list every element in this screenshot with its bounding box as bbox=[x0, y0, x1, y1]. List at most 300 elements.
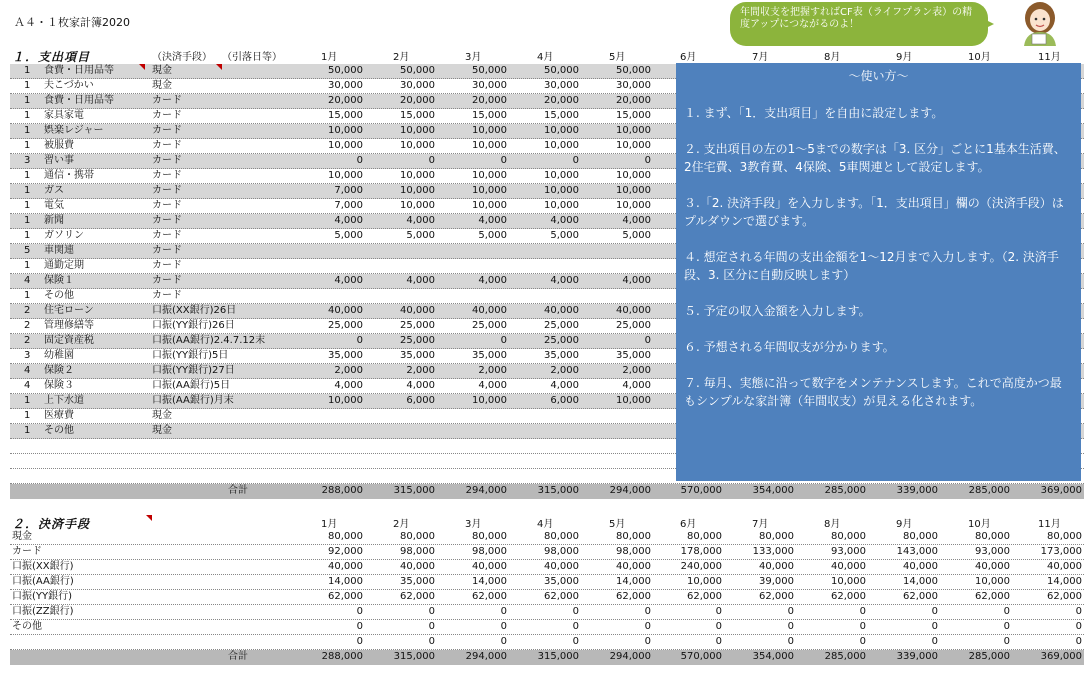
amount-cell[interactable]: 14,000 bbox=[903, 576, 938, 587]
amount-cell[interactable]: 80,000 bbox=[831, 531, 866, 542]
amount-cell[interactable] bbox=[371, 289, 435, 303]
amount-cell[interactable] bbox=[443, 244, 507, 258]
payment-method[interactable]: カード bbox=[152, 140, 182, 151]
amount-cell[interactable]: 2,000 bbox=[334, 365, 363, 376]
category-code[interactable]: 1 bbox=[24, 200, 31, 211]
expense-name[interactable]: 新聞 bbox=[44, 215, 64, 226]
amount-cell[interactable]: 15,000 bbox=[544, 110, 579, 121]
amount-cell[interactable]: 62,000 bbox=[687, 591, 722, 602]
amount-cell[interactable]: 39,000 bbox=[759, 576, 794, 587]
amount-cell[interactable]: 0 bbox=[428, 636, 435, 647]
amount-cell[interactable]: 4,000 bbox=[478, 275, 507, 286]
amount-cell[interactable]: 4,000 bbox=[478, 380, 507, 391]
amount-cell[interactable]: 30,000 bbox=[472, 80, 507, 91]
category-code[interactable]: 2 bbox=[24, 320, 31, 331]
payment-row[interactable] bbox=[10, 560, 1084, 575]
amount-cell[interactable]: 10,000 bbox=[472, 170, 507, 181]
amount-cell[interactable]: 62,000 bbox=[903, 591, 938, 602]
category-code[interactable]: 1 bbox=[24, 395, 31, 406]
payment-method[interactable]: カード bbox=[152, 125, 182, 136]
amount-cell[interactable] bbox=[587, 244, 651, 258]
category-code[interactable]: 1 bbox=[24, 65, 31, 76]
amount-cell[interactable]: 10,000 bbox=[616, 200, 651, 211]
amount-cell[interactable]: 35,000 bbox=[400, 576, 435, 587]
payment-row[interactable] bbox=[10, 590, 1084, 605]
amount-cell[interactable] bbox=[515, 424, 579, 438]
amount-cell[interactable]: 62,000 bbox=[328, 591, 363, 602]
amount-cell[interactable] bbox=[515, 244, 579, 258]
amount-cell[interactable]: 4,000 bbox=[622, 275, 651, 286]
payment-method[interactable]: 口振(YY銀行)26日 bbox=[152, 320, 235, 331]
amount-cell[interactable]: 0 bbox=[500, 155, 507, 166]
amount-cell[interactable] bbox=[371, 259, 435, 273]
payment-method[interactable]: カード bbox=[152, 170, 182, 181]
amount-cell[interactable]: 0 bbox=[859, 621, 866, 632]
amount-cell[interactable] bbox=[299, 289, 363, 303]
payment-row[interactable] bbox=[10, 575, 1084, 590]
amount-cell[interactable]: 62,000 bbox=[472, 591, 507, 602]
amount-cell[interactable] bbox=[299, 259, 363, 273]
expense-name[interactable]: 食費・日用品等 bbox=[44, 95, 114, 106]
amount-cell[interactable]: 40,000 bbox=[616, 305, 651, 316]
amount-cell[interactable]: 133,000 bbox=[752, 546, 794, 557]
amount-cell[interactable]: 10,000 bbox=[328, 170, 363, 181]
amount-cell[interactable]: 62,000 bbox=[831, 591, 866, 602]
amount-cell[interactable]: 14,000 bbox=[1047, 576, 1082, 587]
amount-cell[interactable]: 10,000 bbox=[616, 125, 651, 136]
amount-cell[interactable]: 5,000 bbox=[478, 230, 507, 241]
amount-cell[interactable]: 10,000 bbox=[544, 125, 579, 136]
category-code[interactable]: 1 bbox=[24, 125, 31, 136]
category-code[interactable]: 1 bbox=[24, 290, 31, 301]
amount-cell[interactable]: 6,000 bbox=[550, 395, 579, 406]
payment-row[interactable] bbox=[10, 530, 1084, 545]
amount-cell[interactable] bbox=[371, 409, 435, 423]
amount-cell[interactable]: 20,000 bbox=[400, 95, 435, 106]
amount-cell[interactable]: 0 bbox=[1075, 636, 1082, 647]
payment-name[interactable]: 口振(XX銀行) bbox=[12, 561, 74, 572]
expense-name[interactable]: 保険１ bbox=[44, 275, 74, 286]
amount-cell[interactable]: 80,000 bbox=[687, 531, 722, 542]
amount-cell[interactable]: 80,000 bbox=[400, 531, 435, 542]
amount-cell[interactable]: 62,000 bbox=[1047, 591, 1082, 602]
amount-cell[interactable]: 0 bbox=[644, 606, 651, 617]
amount-cell[interactable]: 0 bbox=[500, 621, 507, 632]
amount-cell[interactable]: 50,000 bbox=[472, 65, 507, 76]
amount-cell[interactable]: 80,000 bbox=[1047, 531, 1082, 542]
amount-cell[interactable]: 30,000 bbox=[400, 80, 435, 91]
amount-cell[interactable]: 10,000 bbox=[400, 170, 435, 181]
amount-cell[interactable]: 14,000 bbox=[328, 576, 363, 587]
amount-cell[interactable]: 20,000 bbox=[472, 95, 507, 106]
payment-method[interactable]: カード bbox=[152, 230, 182, 241]
category-code[interactable]: 1 bbox=[24, 185, 31, 196]
category-code[interactable]: 3 bbox=[24, 350, 31, 361]
amount-cell[interactable]: 7,000 bbox=[334, 200, 363, 211]
amount-cell[interactable] bbox=[299, 424, 363, 438]
amount-cell[interactable]: 0 bbox=[1003, 606, 1010, 617]
amount-cell[interactable]: 0 bbox=[500, 335, 507, 346]
amount-cell[interactable]: 93,000 bbox=[831, 546, 866, 557]
amount-cell[interactable]: 25,000 bbox=[400, 320, 435, 331]
amount-cell[interactable]: 0 bbox=[428, 621, 435, 632]
category-code[interactable]: 1 bbox=[24, 215, 31, 226]
amount-cell[interactable]: 10,000 bbox=[472, 125, 507, 136]
payment-name[interactable]: 口振(ZZ銀行) bbox=[12, 606, 74, 617]
expense-name[interactable]: ガソリン bbox=[44, 230, 84, 241]
amount-cell[interactable]: 62,000 bbox=[759, 591, 794, 602]
amount-cell[interactable]: 0 bbox=[931, 636, 938, 647]
payment-method[interactable]: 口振(XX銀行)26日 bbox=[152, 305, 237, 316]
amount-cell[interactable]: 0 bbox=[572, 155, 579, 166]
amount-cell[interactable]: 0 bbox=[787, 606, 794, 617]
amount-cell[interactable]: 15,000 bbox=[472, 110, 507, 121]
category-code[interactable]: 5 bbox=[24, 245, 31, 256]
amount-cell[interactable]: 98,000 bbox=[544, 546, 579, 557]
expense-name[interactable]: 家具家電 bbox=[44, 110, 84, 121]
amount-cell[interactable]: 25,000 bbox=[544, 335, 579, 346]
amount-cell[interactable]: 98,000 bbox=[472, 546, 507, 557]
amount-cell[interactable]: 0 bbox=[644, 621, 651, 632]
amount-cell[interactable]: 35,000 bbox=[328, 350, 363, 361]
amount-cell[interactable]: 35,000 bbox=[400, 350, 435, 361]
expense-name[interactable]: ガス bbox=[44, 185, 64, 196]
expense-name[interactable]: 幼稚園 bbox=[44, 350, 74, 361]
amount-cell[interactable]: 25,000 bbox=[472, 320, 507, 331]
amount-cell[interactable]: 0 bbox=[859, 606, 866, 617]
amount-cell[interactable]: 10,000 bbox=[544, 185, 579, 196]
payment-name[interactable]: 口振(YY銀行) bbox=[12, 591, 73, 602]
amount-cell[interactable]: 10,000 bbox=[616, 170, 651, 181]
category-code[interactable]: 2 bbox=[24, 305, 31, 316]
amount-cell[interactable]: 0 bbox=[572, 606, 579, 617]
amount-cell[interactable]: 14,000 bbox=[472, 576, 507, 587]
amount-cell[interactable]: 62,000 bbox=[400, 591, 435, 602]
amount-cell[interactable] bbox=[587, 424, 651, 438]
amount-cell[interactable]: 0 bbox=[715, 621, 722, 632]
amount-cell[interactable]: 0 bbox=[1075, 621, 1082, 632]
amount-cell[interactable]: 0 bbox=[428, 606, 435, 617]
payment-row[interactable] bbox=[10, 620, 1084, 635]
amount-cell[interactable] bbox=[515, 259, 579, 273]
expense-name[interactable]: 夫こづかい bbox=[44, 80, 94, 91]
amount-cell[interactable]: 10,000 bbox=[472, 395, 507, 406]
amount-cell[interactable]: 40,000 bbox=[328, 305, 363, 316]
category-code[interactable]: 2 bbox=[24, 335, 31, 346]
amount-cell[interactable]: 93,000 bbox=[975, 546, 1010, 557]
expense-name[interactable]: 娯楽レジャー bbox=[44, 125, 104, 136]
category-code[interactable]: 1 bbox=[24, 110, 31, 121]
amount-cell[interactable] bbox=[515, 289, 579, 303]
amount-cell[interactable]: 0 bbox=[859, 636, 866, 647]
amount-cell[interactable]: 10,000 bbox=[472, 200, 507, 211]
amount-cell[interactable]: 10,000 bbox=[616, 185, 651, 196]
expense-name[interactable]: その他 bbox=[44, 425, 74, 436]
amount-cell[interactable]: 0 bbox=[356, 155, 363, 166]
category-code[interactable]: 1 bbox=[24, 80, 31, 91]
payment-method[interactable]: カード bbox=[152, 215, 182, 226]
amount-cell[interactable]: 4,000 bbox=[550, 215, 579, 226]
amount-cell[interactable]: 40,000 bbox=[472, 561, 507, 572]
amount-cell[interactable]: 0 bbox=[931, 621, 938, 632]
payment-row[interactable] bbox=[10, 635, 1084, 650]
amount-cell[interactable]: 40,000 bbox=[1047, 561, 1082, 572]
amount-cell[interactable]: 0 bbox=[715, 636, 722, 647]
amount-cell[interactable] bbox=[443, 289, 507, 303]
amount-cell[interactable]: 173,000 bbox=[1040, 546, 1082, 557]
amount-cell[interactable]: 4,000 bbox=[406, 380, 435, 391]
amount-cell[interactable]: 4,000 bbox=[478, 215, 507, 226]
expense-name[interactable]: 通信・携帯 bbox=[44, 170, 94, 181]
amount-cell[interactable]: 14,000 bbox=[616, 576, 651, 587]
amount-cell[interactable]: 98,000 bbox=[400, 546, 435, 557]
amount-cell[interactable]: 40,000 bbox=[759, 561, 794, 572]
amount-cell[interactable]: 10,000 bbox=[328, 395, 363, 406]
amount-cell[interactable]: 10,000 bbox=[472, 185, 507, 196]
expense-name[interactable]: その他 bbox=[44, 290, 74, 301]
amount-cell[interactable]: 0 bbox=[644, 636, 651, 647]
amount-cell[interactable]: 20,000 bbox=[544, 95, 579, 106]
amount-cell[interactable]: 0 bbox=[428, 155, 435, 166]
amount-cell[interactable]: 15,000 bbox=[328, 110, 363, 121]
amount-cell[interactable]: 10,000 bbox=[616, 395, 651, 406]
amount-cell[interactable]: 80,000 bbox=[759, 531, 794, 542]
category-code[interactable]: 1 bbox=[24, 140, 31, 151]
expense-name[interactable]: 保険２ bbox=[44, 365, 74, 376]
amount-cell[interactable]: 62,000 bbox=[975, 591, 1010, 602]
amount-cell[interactable]: 10,000 bbox=[472, 140, 507, 151]
amount-cell[interactable]: 0 bbox=[787, 621, 794, 632]
payment-method[interactable]: 口振(AA銀行)5日 bbox=[152, 380, 231, 391]
payment-method[interactable]: カード bbox=[152, 290, 182, 301]
amount-cell[interactable]: 240,000 bbox=[680, 561, 722, 572]
amount-cell[interactable]: 4,000 bbox=[550, 275, 579, 286]
amount-cell[interactable]: 4,000 bbox=[406, 275, 435, 286]
amount-cell[interactable]: 0 bbox=[356, 636, 363, 647]
amount-cell[interactable]: 10,000 bbox=[975, 576, 1010, 587]
amount-cell[interactable]: 40,000 bbox=[975, 561, 1010, 572]
amount-cell[interactable]: 0 bbox=[1003, 621, 1010, 632]
amount-cell[interactable]: 35,000 bbox=[472, 350, 507, 361]
payment-method[interactable]: カード bbox=[152, 110, 182, 121]
payment-method[interactable]: カード bbox=[152, 155, 182, 166]
expense-name[interactable]: 住宅ローン bbox=[44, 305, 94, 316]
amount-cell[interactable]: 4,000 bbox=[334, 275, 363, 286]
amount-cell[interactable]: 25,000 bbox=[616, 320, 651, 331]
amount-cell[interactable] bbox=[443, 424, 507, 438]
payment-method[interactable]: 口振(AA銀行)2.4.7.12末 bbox=[152, 335, 266, 346]
amount-cell[interactable]: 30,000 bbox=[544, 80, 579, 91]
payment-name[interactable]: 口振(AA銀行) bbox=[12, 576, 74, 587]
amount-cell[interactable]: 0 bbox=[500, 606, 507, 617]
amount-cell[interactable]: 35,000 bbox=[544, 576, 579, 587]
amount-cell[interactable]: 50,000 bbox=[328, 65, 363, 76]
expense-name[interactable]: 上下水道 bbox=[44, 395, 84, 406]
amount-cell[interactable]: 50,000 bbox=[544, 65, 579, 76]
amount-cell[interactable]: 2,000 bbox=[478, 365, 507, 376]
amount-cell[interactable]: 25,000 bbox=[544, 320, 579, 331]
expense-name[interactable]: 電気 bbox=[44, 200, 64, 211]
amount-cell[interactable] bbox=[299, 409, 363, 423]
amount-cell[interactable]: 35,000 bbox=[616, 350, 651, 361]
amount-cell[interactable]: 92,000 bbox=[328, 546, 363, 557]
payment-method[interactable]: 口振(YY銀行)5日 bbox=[152, 350, 229, 361]
amount-cell[interactable]: 40,000 bbox=[472, 305, 507, 316]
payment-method[interactable]: カード bbox=[152, 95, 182, 106]
expense-name[interactable]: 車関連 bbox=[44, 245, 74, 256]
amount-cell[interactable]: 40,000 bbox=[328, 561, 363, 572]
expense-name[interactable]: 保険３ bbox=[44, 380, 74, 391]
amount-cell[interactable]: 10,000 bbox=[544, 170, 579, 181]
amount-cell[interactable]: 80,000 bbox=[328, 531, 363, 542]
amount-cell[interactable]: 0 bbox=[715, 606, 722, 617]
expense-name[interactable]: 被服費 bbox=[44, 140, 74, 151]
amount-cell[interactable]: 35,000 bbox=[544, 350, 579, 361]
payment-method[interactable]: カード bbox=[152, 260, 182, 271]
category-code[interactable]: 4 bbox=[24, 275, 31, 286]
amount-cell[interactable]: 80,000 bbox=[903, 531, 938, 542]
category-code[interactable]: 1 bbox=[24, 95, 31, 106]
payment-method[interactable]: カード bbox=[152, 185, 182, 196]
amount-cell[interactable] bbox=[587, 289, 651, 303]
amount-cell[interactable]: 5,000 bbox=[550, 230, 579, 241]
amount-cell[interactable] bbox=[371, 424, 435, 438]
payment-method[interactable]: 現金 bbox=[152, 425, 172, 436]
amount-cell[interactable]: 62,000 bbox=[544, 591, 579, 602]
amount-cell[interactable]: 6,000 bbox=[406, 395, 435, 406]
amount-cell[interactable]: 0 bbox=[572, 621, 579, 632]
amount-cell[interactable]: 0 bbox=[356, 621, 363, 632]
amount-cell[interactable]: 80,000 bbox=[544, 531, 579, 542]
payment-name[interactable]: カード bbox=[12, 546, 42, 557]
amount-cell[interactable]: 80,000 bbox=[472, 531, 507, 542]
amount-cell[interactable]: 4,000 bbox=[622, 215, 651, 226]
payment-method[interactable]: カード bbox=[152, 275, 182, 286]
category-code[interactable]: 3 bbox=[24, 155, 31, 166]
category-code[interactable]: 1 bbox=[24, 410, 31, 421]
payment-row[interactable] bbox=[10, 605, 1084, 620]
amount-cell[interactable]: 4,000 bbox=[334, 215, 363, 226]
amount-cell[interactable] bbox=[587, 259, 651, 273]
amount-cell[interactable]: 0 bbox=[1075, 606, 1082, 617]
amount-cell[interactable]: 0 bbox=[644, 335, 651, 346]
amount-cell[interactable]: 0 bbox=[1003, 636, 1010, 647]
amount-cell[interactable]: 15,000 bbox=[616, 110, 651, 121]
amount-cell[interactable] bbox=[515, 409, 579, 423]
amount-cell[interactable]: 40,000 bbox=[903, 561, 938, 572]
amount-cell[interactable]: 50,000 bbox=[616, 65, 651, 76]
amount-cell[interactable]: 4,000 bbox=[622, 380, 651, 391]
amount-cell[interactable]: 0 bbox=[356, 335, 363, 346]
payment-method[interactable]: 口振(AA銀行)月末 bbox=[152, 395, 234, 406]
amount-cell[interactable]: 10,000 bbox=[400, 200, 435, 211]
amount-cell[interactable]: 10,000 bbox=[544, 200, 579, 211]
amount-cell[interactable]: 10,000 bbox=[328, 140, 363, 151]
amount-cell[interactable]: 80,000 bbox=[616, 531, 651, 542]
amount-cell[interactable] bbox=[371, 244, 435, 258]
amount-cell[interactable] bbox=[299, 244, 363, 258]
amount-cell[interactable]: 15,000 bbox=[400, 110, 435, 121]
payment-method[interactable]: カード bbox=[152, 245, 182, 256]
amount-cell[interactable]: 2,000 bbox=[622, 365, 651, 376]
amount-cell[interactable]: 178,000 bbox=[680, 546, 722, 557]
amount-cell[interactable]: 5,000 bbox=[334, 230, 363, 241]
amount-cell[interactable]: 10,000 bbox=[328, 125, 363, 136]
expense-name[interactable]: 医療費 bbox=[44, 410, 74, 421]
amount-cell[interactable]: 4,000 bbox=[550, 380, 579, 391]
category-code[interactable]: 4 bbox=[24, 365, 31, 376]
amount-cell[interactable]: 25,000 bbox=[400, 335, 435, 346]
payment-method[interactable]: 現金 bbox=[152, 410, 172, 421]
amount-cell[interactable]: 20,000 bbox=[328, 95, 363, 106]
payment-name[interactable]: 現金 bbox=[12, 531, 32, 542]
amount-cell[interactable]: 143,000 bbox=[896, 546, 938, 557]
amount-cell[interactable]: 10,000 bbox=[400, 125, 435, 136]
amount-cell[interactable]: 20,000 bbox=[616, 95, 651, 106]
amount-cell[interactable]: 5,000 bbox=[622, 230, 651, 241]
amount-cell[interactable]: 2,000 bbox=[406, 365, 435, 376]
amount-cell[interactable]: 4,000 bbox=[406, 215, 435, 226]
category-code[interactable]: 1 bbox=[24, 425, 31, 436]
payment-method[interactable]: 現金 bbox=[152, 80, 172, 91]
category-code[interactable]: 1 bbox=[24, 230, 31, 241]
amount-cell[interactable]: 0 bbox=[644, 155, 651, 166]
amount-cell[interactable]: 7,000 bbox=[334, 185, 363, 196]
payment-row[interactable] bbox=[10, 545, 1084, 560]
expense-name[interactable]: 固定資産税 bbox=[44, 335, 94, 346]
payment-method[interactable]: 口振(YY銀行)27日 bbox=[152, 365, 235, 376]
amount-cell[interactable]: 0 bbox=[356, 606, 363, 617]
category-code[interactable]: 1 bbox=[24, 170, 31, 181]
amount-cell[interactable]: 40,000 bbox=[616, 561, 651, 572]
category-code[interactable]: 4 bbox=[24, 380, 31, 391]
amount-cell[interactable] bbox=[587, 409, 651, 423]
amount-cell[interactable]: 10,000 bbox=[544, 140, 579, 151]
amount-cell[interactable]: 30,000 bbox=[328, 80, 363, 91]
amount-cell[interactable]: 40,000 bbox=[400, 305, 435, 316]
amount-cell[interactable]: 10,000 bbox=[400, 185, 435, 196]
expense-name[interactable]: 管理修繕等 bbox=[44, 320, 94, 331]
amount-cell[interactable]: 62,000 bbox=[616, 591, 651, 602]
amount-cell[interactable]: 10,000 bbox=[687, 576, 722, 587]
amount-cell[interactable]: 40,000 bbox=[544, 305, 579, 316]
payment-method[interactable]: 現金 bbox=[152, 65, 172, 76]
amount-cell[interactable]: 0 bbox=[931, 606, 938, 617]
amount-cell[interactable]: 2,000 bbox=[550, 365, 579, 376]
amount-cell[interactable]: 5,000 bbox=[406, 230, 435, 241]
amount-cell[interactable] bbox=[443, 409, 507, 423]
amount-cell[interactable]: 4,000 bbox=[334, 380, 363, 391]
amount-cell[interactable]: 0 bbox=[572, 636, 579, 647]
amount-cell[interactable] bbox=[443, 259, 507, 273]
amount-cell[interactable]: 10,000 bbox=[616, 140, 651, 151]
payment-name[interactable]: その他 bbox=[12, 621, 42, 632]
amount-cell[interactable]: 25,000 bbox=[328, 320, 363, 331]
amount-cell[interactable]: 30,000 bbox=[616, 80, 651, 91]
amount-cell[interactable]: 10,000 bbox=[831, 576, 866, 587]
amount-cell[interactable]: 50,000 bbox=[400, 65, 435, 76]
payment-method[interactable]: カード bbox=[152, 200, 182, 211]
amount-cell[interactable]: 98,000 bbox=[616, 546, 651, 557]
amount-cell[interactable]: 40,000 bbox=[544, 561, 579, 572]
amount-cell[interactable]: 80,000 bbox=[975, 531, 1010, 542]
amount-cell[interactable]: 40,000 bbox=[831, 561, 866, 572]
amount-cell[interactable]: 10,000 bbox=[400, 140, 435, 151]
expense-name[interactable]: 食費・日用品等 bbox=[44, 65, 114, 76]
category-code[interactable]: 1 bbox=[24, 260, 31, 271]
amount-cell[interactable]: 0 bbox=[500, 636, 507, 647]
amount-cell[interactable]: 40,000 bbox=[400, 561, 435, 572]
